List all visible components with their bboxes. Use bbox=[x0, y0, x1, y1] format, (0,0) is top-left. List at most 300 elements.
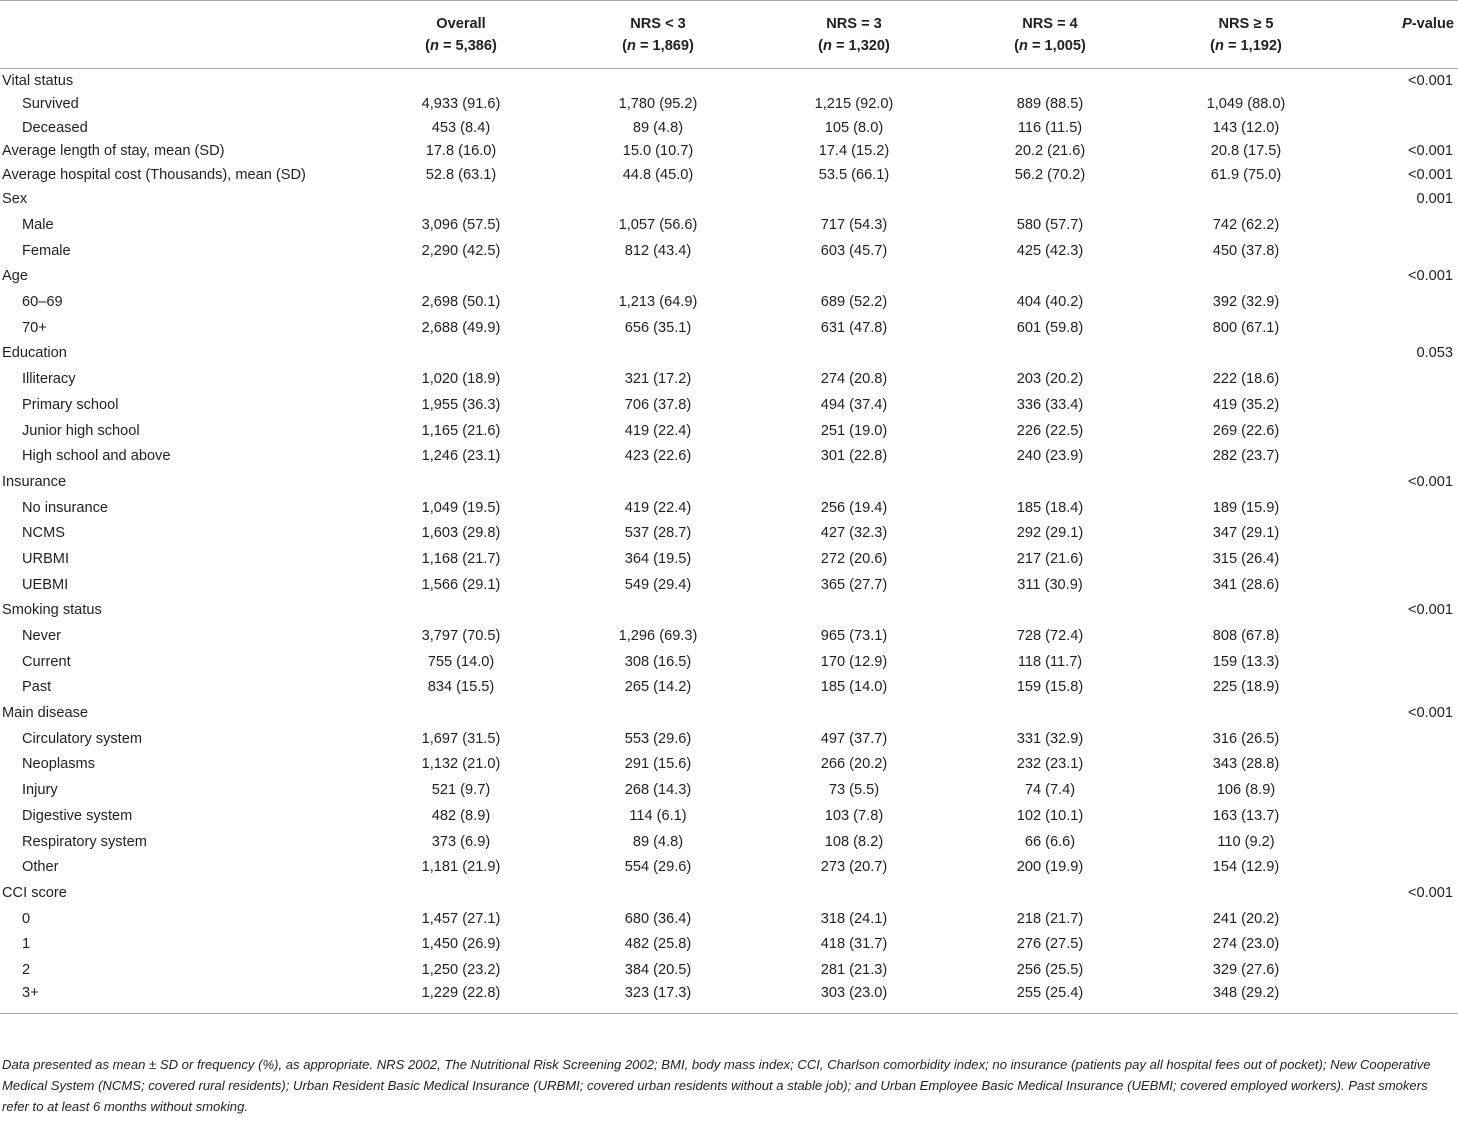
cell-nrs-lt-3: 114 (6.1) bbox=[629, 807, 687, 824]
cell-nrs-ge-5: 800 (67.1) bbox=[1212, 319, 1280, 336]
cell-nrs-lt-3 bbox=[560, 264, 756, 290]
cell-nrs-eq-4: 159 (15.8) bbox=[1016, 679, 1084, 696]
table-group-row bbox=[0, 341, 1458, 367]
cell-nrs-ge-5: 450 (37.8) bbox=[1212, 242, 1280, 259]
cell-nrs-eq-3: 272 (20.6) bbox=[820, 550, 888, 567]
cell-nrs-lt-3: 706 (37.8) bbox=[624, 396, 692, 413]
row-sublabel: Current bbox=[22, 653, 71, 670]
cell-overall: 1,457 (27.1) bbox=[421, 910, 501, 927]
row-sublabel: Primary school bbox=[22, 396, 119, 413]
cell-nrs-eq-4: 20.2 (21.6) bbox=[1014, 143, 1086, 160]
header-nrs-eq-3-n: (n = 1,320) bbox=[818, 38, 890, 54]
table-row bbox=[0, 931, 1458, 957]
cell-nrs-eq-3 bbox=[756, 264, 952, 290]
row-sublabel: 0 bbox=[22, 910, 31, 927]
cell-nrs-lt-3: 268 (14.3) bbox=[624, 782, 692, 799]
cell-nrs-ge-5 bbox=[1148, 598, 1344, 624]
cell-nrs-ge-5 bbox=[1148, 880, 1344, 906]
cell-p-value bbox=[1344, 675, 1458, 701]
cell-overall: 1,697 (31.5) bbox=[421, 730, 501, 747]
table-footnote: Data presented as mean ± SD or frequency (%), as appropriate. NRS 2002, The Nutritional Risk Screening 2002; BMI, body mass index; CCI, Charlson comorbidity index; no insurance (patients pay all hospital fees out of pocket); New Cooperative Medical System (NCMS; covered rural residents); Urban Resident Basic Medical Insurance (URBMI; covered urban residents without a stable job); and Urban Employee Basic Medical Insurance (UEBMI; covered employed workers). Past smokers refer to at least 6 months without smoking. bbox=[2, 1057, 1431, 1114]
cell-nrs-eq-3: 427 (32.3) bbox=[820, 525, 888, 542]
cell-nrs-eq-3: 494 (37.4) bbox=[820, 396, 888, 413]
table-row bbox=[0, 752, 1458, 778]
cell-nrs-eq-4 bbox=[952, 264, 1148, 290]
table-row bbox=[0, 957, 1458, 983]
row-sublabel: Deceased bbox=[22, 119, 88, 136]
cell-p-value bbox=[1344, 957, 1458, 983]
cell-nrs-ge-5: 241 (20.2) bbox=[1212, 910, 1280, 927]
cell-nrs-eq-3: 965 (73.1) bbox=[820, 628, 888, 645]
cell-overall: 52.8 (63.1) bbox=[425, 166, 497, 183]
cell-overall: 1,566 (29.1) bbox=[421, 576, 501, 593]
cell-nrs-eq-4 bbox=[952, 880, 1148, 906]
cell-p-value bbox=[1344, 931, 1458, 957]
row-group-label: Smoking status bbox=[2, 602, 102, 619]
cell-nrs-lt-3 bbox=[560, 469, 756, 495]
cell-p-value: <0.001 bbox=[1407, 884, 1453, 901]
cell-p-value bbox=[1344, 212, 1458, 238]
cell-nrs-ge-5: 1,049 (88.0) bbox=[1206, 96, 1286, 113]
cell-overall bbox=[362, 341, 560, 367]
row-group-label: Age bbox=[2, 268, 28, 285]
cell-p-value bbox=[1344, 315, 1458, 341]
cell-nrs-lt-3 bbox=[560, 598, 756, 624]
cell-nrs-ge-5: 222 (18.6) bbox=[1212, 371, 1280, 388]
row-group-label: Main disease bbox=[2, 705, 88, 722]
cell-overall bbox=[362, 69, 560, 93]
cell-p-value: <0.001 bbox=[1407, 268, 1453, 285]
cell-nrs-ge-5: 110 (9.2) bbox=[1217, 833, 1275, 850]
cell-p-value bbox=[1344, 829, 1458, 855]
row-sublabel: Neoplasms bbox=[22, 756, 95, 773]
cell-nrs-lt-3: 89 (4.8) bbox=[632, 833, 684, 850]
cell-nrs-eq-4: 217 (21.6) bbox=[1016, 550, 1084, 567]
cell-p-value bbox=[1344, 443, 1458, 469]
cell-nrs-eq-4: 118 (11.7) bbox=[1017, 653, 1083, 670]
cell-nrs-lt-3: 364 (19.5) bbox=[624, 550, 692, 567]
cell-nrs-eq-4: 116 (11.5) bbox=[1017, 119, 1083, 136]
cell-overall bbox=[362, 187, 560, 213]
row-sublabel: Injury bbox=[22, 782, 58, 799]
table-row bbox=[0, 93, 1458, 117]
cell-p-value: 0.001 bbox=[1416, 191, 1453, 208]
table-row bbox=[0, 392, 1458, 418]
cell-overall: 834 (15.5) bbox=[427, 679, 495, 696]
cell-nrs-ge-5: 392 (32.9) bbox=[1212, 294, 1280, 311]
cell-nrs-eq-3: 303 (23.0) bbox=[820, 984, 888, 1001]
header-nrs-ge-5-n: (n = 1,192) bbox=[1210, 38, 1282, 54]
row-sublabel: Respiratory system bbox=[22, 833, 147, 850]
table-row bbox=[0, 854, 1458, 880]
cell-nrs-lt-3: 291 (15.6) bbox=[624, 756, 692, 773]
row-sublabel: Never bbox=[22, 628, 61, 645]
row-group-label: Average length of stay, mean (SD) bbox=[2, 143, 225, 160]
cell-nrs-eq-4: 255 (25.4) bbox=[1016, 984, 1084, 1001]
cell-p-value: <0.001 bbox=[1407, 143, 1453, 160]
table-row bbox=[0, 520, 1458, 546]
cell-nrs-eq-3: 631 (47.8) bbox=[820, 319, 888, 336]
cell-nrs-lt-3 bbox=[560, 700, 756, 726]
cell-p-value bbox=[1344, 649, 1458, 675]
row-sublabel: Other bbox=[22, 859, 59, 876]
cell-nrs-ge-5: 341 (28.6) bbox=[1212, 576, 1280, 593]
cell-p-value bbox=[1344, 623, 1458, 649]
cell-nrs-eq-4: 425 (42.3) bbox=[1016, 242, 1084, 259]
cell-nrs-eq-3 bbox=[756, 341, 952, 367]
cell-p-value bbox=[1344, 289, 1458, 315]
cell-nrs-ge-5: 347 (29.1) bbox=[1212, 525, 1280, 542]
cell-nrs-eq-3 bbox=[756, 469, 952, 495]
table-row bbox=[0, 116, 1458, 140]
row-group-label: Vital status bbox=[2, 72, 74, 89]
table-row bbox=[0, 289, 1458, 315]
cell-p-value bbox=[1344, 366, 1458, 392]
cell-p-value: <0.001 bbox=[1407, 72, 1453, 89]
cell-nrs-eq-3: 273 (20.7) bbox=[820, 859, 888, 876]
cell-p-value: <0.001 bbox=[1407, 166, 1453, 183]
cell-nrs-ge-5: 189 (15.9) bbox=[1212, 499, 1280, 516]
cell-nrs-eq-4: 404 (40.2) bbox=[1016, 294, 1084, 311]
cell-nrs-ge-5 bbox=[1148, 264, 1344, 290]
cell-nrs-ge-5: 163 (13.7) bbox=[1212, 807, 1280, 824]
cell-nrs-ge-5 bbox=[1148, 341, 1344, 367]
cell-nrs-ge-5 bbox=[1148, 469, 1344, 495]
cell-nrs-ge-5: 154 (12.9) bbox=[1212, 859, 1280, 876]
cell-nrs-eq-3 bbox=[756, 69, 952, 93]
cell-nrs-lt-3: 321 (17.2) bbox=[624, 371, 692, 388]
cell-nrs-eq-3: 53.5 (66.1) bbox=[818, 166, 890, 183]
cell-nrs-lt-3: 1,296 (69.3) bbox=[618, 628, 698, 645]
table-row bbox=[0, 315, 1458, 341]
table-group-row bbox=[0, 140, 1458, 164]
cell-nrs-lt-3: 680 (36.4) bbox=[624, 910, 692, 927]
cell-overall: 1,229 (22.8) bbox=[421, 984, 501, 1001]
cell-overall: 1,049 (19.5) bbox=[421, 499, 501, 516]
row-sublabel: Survived bbox=[22, 96, 79, 113]
cell-nrs-ge-5: 106 (8.9) bbox=[1216, 782, 1276, 799]
cell-overall: 1,020 (18.9) bbox=[421, 371, 501, 388]
cell-nrs-lt-3: 812 (43.4) bbox=[624, 242, 692, 259]
cell-nrs-eq-3 bbox=[756, 880, 952, 906]
cell-nrs-lt-3: 384 (20.5) bbox=[624, 961, 692, 978]
table-row bbox=[0, 649, 1458, 675]
cell-overall: 2,290 (42.5) bbox=[421, 242, 501, 259]
cell-nrs-ge-5 bbox=[1148, 700, 1344, 726]
row-sublabel: URBMI bbox=[22, 550, 70, 567]
cell-p-value bbox=[1344, 854, 1458, 880]
cell-nrs-eq-4: 728 (72.4) bbox=[1016, 628, 1084, 645]
table-header bbox=[0, 1, 1458, 69]
cell-p-value bbox=[1344, 906, 1458, 932]
cell-overall: 1,246 (23.1) bbox=[421, 448, 501, 465]
cell-nrs-ge-5: 316 (26.5) bbox=[1212, 730, 1280, 747]
table-row bbox=[0, 546, 1458, 572]
row-sublabel: Illiteracy bbox=[22, 371, 76, 388]
cell-p-value bbox=[1344, 495, 1458, 521]
cell-nrs-lt-3 bbox=[560, 880, 756, 906]
cell-overall bbox=[362, 700, 560, 726]
cell-overall: 1,603 (29.8) bbox=[421, 525, 501, 542]
cell-nrs-lt-3: 1,057 (56.6) bbox=[618, 217, 698, 234]
cell-nrs-lt-3: 482 (25.8) bbox=[624, 936, 692, 953]
cell-p-value bbox=[1344, 93, 1458, 117]
cell-p-value bbox=[1344, 116, 1458, 140]
header-label-column bbox=[0, 1, 362, 69]
row-group-label: CCI score bbox=[2, 884, 67, 901]
cell-nrs-eq-4: 218 (21.7) bbox=[1016, 910, 1084, 927]
cell-nrs-eq-4 bbox=[952, 341, 1148, 367]
cell-p-value bbox=[1344, 777, 1458, 803]
cell-nrs-eq-3: 256 (19.4) bbox=[820, 499, 888, 516]
table-row bbox=[0, 495, 1458, 521]
cell-nrs-lt-3: 656 (35.1) bbox=[624, 319, 692, 336]
row-sublabel: Past bbox=[22, 679, 52, 696]
cell-nrs-eq-3: 689 (52.2) bbox=[820, 294, 888, 311]
cell-nrs-eq-4 bbox=[952, 69, 1148, 93]
cell-nrs-eq-3: 497 (37.7) bbox=[820, 730, 888, 747]
cell-nrs-eq-4: 200 (19.9) bbox=[1016, 859, 1084, 876]
cell-nrs-lt-3: 423 (22.6) bbox=[624, 448, 692, 465]
table-body bbox=[0, 69, 1458, 1014]
row-group-label: Insurance bbox=[2, 473, 67, 490]
header-overall-n: (n = 5,386) bbox=[425, 38, 497, 54]
table-row bbox=[0, 418, 1458, 444]
table-row bbox=[0, 983, 1458, 1014]
table-row bbox=[0, 212, 1458, 238]
table-row bbox=[0, 572, 1458, 598]
cell-nrs-lt-3: 15.0 (10.7) bbox=[622, 143, 694, 160]
cell-nrs-eq-4: 889 (88.5) bbox=[1016, 96, 1084, 113]
cell-nrs-eq-4: 102 (10.1) bbox=[1016, 807, 1084, 824]
row-sublabel: NCMS bbox=[22, 525, 65, 542]
cell-nrs-eq-4: 336 (33.4) bbox=[1016, 396, 1084, 413]
cell-nrs-eq-4: 226 (22.5) bbox=[1016, 422, 1084, 439]
header-nrs-ge-5: NRS ≥ 5 (n = 1,192) bbox=[1148, 1, 1344, 69]
cell-nrs-eq-3: 717 (54.3) bbox=[820, 217, 888, 234]
cell-overall bbox=[362, 264, 560, 290]
table-row bbox=[0, 777, 1458, 803]
cell-nrs-ge-5: 143 (12.0) bbox=[1212, 119, 1280, 136]
table-row bbox=[0, 238, 1458, 264]
cell-overall bbox=[362, 469, 560, 495]
cell-nrs-eq-4 bbox=[952, 700, 1148, 726]
header-row bbox=[0, 1, 1458, 69]
cell-nrs-eq-3 bbox=[756, 598, 952, 624]
table-row bbox=[0, 623, 1458, 649]
cell-p-value: 0.053 bbox=[1416, 345, 1453, 362]
cell-nrs-ge-5 bbox=[1148, 69, 1344, 93]
cell-nrs-ge-5: 20.8 (17.5) bbox=[1210, 143, 1282, 160]
row-sublabel: Junior high school bbox=[22, 422, 140, 439]
cell-overall: 521 (9.7) bbox=[431, 782, 491, 799]
row-sublabel: 3+ bbox=[22, 984, 39, 1001]
row-sublabel: Circulatory system bbox=[22, 730, 143, 747]
row-sublabel: Male bbox=[22, 217, 54, 234]
cell-nrs-eq-4 bbox=[952, 469, 1148, 495]
cell-nrs-eq-4: 580 (57.7) bbox=[1016, 217, 1084, 234]
cell-nrs-ge-5: 61.9 (75.0) bbox=[1210, 166, 1282, 183]
cell-nrs-eq-3 bbox=[756, 700, 952, 726]
table-group-row bbox=[0, 163, 1458, 187]
cell-nrs-eq-4: 232 (23.1) bbox=[1016, 756, 1084, 773]
cell-nrs-eq-3 bbox=[756, 187, 952, 213]
cell-overall bbox=[362, 598, 560, 624]
header-nrs-lt-3-n: (n = 1,869) bbox=[622, 38, 694, 54]
table-group-row bbox=[0, 880, 1458, 906]
cell-nrs-eq-3: 418 (31.7) bbox=[820, 936, 888, 953]
header-nrs-eq-4: NRS = 4 (n = 1,005) bbox=[952, 1, 1148, 69]
cell-p-value bbox=[1344, 238, 1458, 264]
cell-nrs-ge-5: 282 (23.7) bbox=[1212, 448, 1280, 465]
cell-p-value bbox=[1344, 803, 1458, 829]
table-row bbox=[0, 366, 1458, 392]
cell-p-value: <0.001 bbox=[1407, 602, 1453, 619]
cell-nrs-ge-5: 315 (26.4) bbox=[1212, 550, 1280, 567]
cell-overall: 1,955 (36.3) bbox=[421, 396, 501, 413]
row-sublabel: High school and above bbox=[22, 448, 171, 465]
cell-nrs-ge-5: 274 (23.0) bbox=[1212, 936, 1280, 953]
cell-nrs-eq-3: 105 (8.0) bbox=[824, 119, 884, 136]
cell-overall bbox=[362, 880, 560, 906]
cell-nrs-lt-3 bbox=[560, 69, 756, 93]
cell-nrs-lt-3: 1,780 (95.2) bbox=[618, 96, 698, 113]
table-row bbox=[0, 675, 1458, 701]
table-row bbox=[0, 906, 1458, 932]
cell-overall: 1,181 (21.9) bbox=[421, 859, 501, 876]
cell-nrs-eq-4: 66 (6.6) bbox=[1024, 833, 1076, 850]
cell-nrs-ge-5: 343 (28.8) bbox=[1212, 756, 1280, 773]
cell-nrs-eq-3: 1,215 (92.0) bbox=[814, 96, 894, 113]
cell-overall: 755 (14.0) bbox=[427, 653, 495, 670]
row-group-label: Sex bbox=[2, 191, 28, 208]
cell-overall: 2,698 (50.1) bbox=[421, 294, 501, 311]
header-nrs-eq-4-n: (n = 1,005) bbox=[1014, 38, 1086, 54]
row-sublabel: Female bbox=[22, 242, 71, 259]
cell-nrs-eq-3: 185 (14.0) bbox=[820, 679, 888, 696]
cell-nrs-eq-3: 301 (22.8) bbox=[820, 448, 888, 465]
cell-nrs-ge-5 bbox=[1148, 187, 1344, 213]
table-group-row bbox=[0, 469, 1458, 495]
row-sublabel: 60–69 bbox=[22, 294, 63, 311]
cell-p-value bbox=[1344, 546, 1458, 572]
cell-nrs-lt-3: 537 (28.7) bbox=[624, 525, 692, 542]
cell-overall: 482 (8.9) bbox=[431, 807, 491, 824]
cell-p-value bbox=[1344, 983, 1458, 1014]
cell-nrs-eq-4: 203 (20.2) bbox=[1016, 371, 1084, 388]
cell-nrs-ge-5: 808 (67.8) bbox=[1212, 628, 1280, 645]
cell-nrs-lt-3: 323 (17.3) bbox=[624, 984, 692, 1001]
cell-nrs-eq-4: 311 (30.9) bbox=[1017, 576, 1083, 593]
cell-nrs-eq-4: 56.2 (70.2) bbox=[1014, 166, 1086, 183]
row-sublabel: No insurance bbox=[22, 499, 108, 516]
cell-nrs-eq-4: 74 (7.4) bbox=[1024, 782, 1076, 799]
cell-nrs-eq-4: 185 (18.4) bbox=[1016, 499, 1084, 516]
header-nrs-lt-3: NRS < 3 (n = 1,869) bbox=[560, 1, 756, 69]
cell-overall: 4,933 (91.6) bbox=[421, 96, 501, 113]
table-row bbox=[0, 829, 1458, 855]
row-sublabel: Digestive system bbox=[22, 807, 133, 824]
cell-nrs-eq-4: 276 (27.5) bbox=[1016, 936, 1084, 953]
cell-overall: 1,250 (23.2) bbox=[421, 961, 501, 978]
row-sublabel: 2 bbox=[22, 961, 31, 978]
table-group-row bbox=[0, 264, 1458, 290]
cell-overall: 2,688 (49.9) bbox=[421, 319, 501, 336]
cell-nrs-eq-3: 318 (24.1) bbox=[820, 910, 888, 927]
cell-nrs-lt-3: 308 (16.5) bbox=[624, 653, 692, 670]
cell-nrs-eq-3: 266 (20.2) bbox=[820, 756, 888, 773]
row-group-label: Education bbox=[2, 345, 67, 362]
table-group-row bbox=[0, 187, 1458, 213]
cell-nrs-lt-3: 549 (29.4) bbox=[624, 576, 692, 593]
cell-p-value bbox=[1344, 392, 1458, 418]
table-group-row bbox=[0, 598, 1458, 624]
cell-nrs-lt-3: 44.8 (45.0) bbox=[622, 166, 694, 183]
cell-nrs-lt-3: 89 (4.8) bbox=[632, 119, 684, 136]
table-row bbox=[0, 803, 1458, 829]
cell-nrs-eq-3: 365 (27.7) bbox=[820, 576, 888, 593]
cell-p-value bbox=[1344, 572, 1458, 598]
table-row bbox=[0, 443, 1458, 469]
cell-nrs-lt-3: 554 (29.6) bbox=[624, 859, 692, 876]
row-sublabel: 1 bbox=[22, 936, 31, 953]
cell-nrs-ge-5: 159 (13.3) bbox=[1212, 653, 1280, 670]
cell-p-value: <0.001 bbox=[1407, 705, 1453, 722]
cell-overall: 17.8 (16.0) bbox=[425, 143, 497, 160]
table-row bbox=[0, 726, 1458, 752]
cell-nrs-ge-5: 269 (22.6) bbox=[1212, 422, 1280, 439]
cell-p-value bbox=[1344, 726, 1458, 752]
cell-overall: 3,797 (70.5) bbox=[421, 628, 501, 645]
cell-overall: 1,132 (21.0) bbox=[421, 756, 501, 773]
cell-p-value bbox=[1344, 520, 1458, 546]
row-sublabel: 70+ bbox=[22, 319, 47, 336]
cell-overall: 1,168 (21.7) bbox=[421, 550, 501, 567]
cell-nrs-eq-4 bbox=[952, 187, 1148, 213]
cell-nrs-lt-3: 419 (22.4) bbox=[624, 422, 692, 439]
cell-nrs-eq-3: 251 (19.0) bbox=[820, 422, 888, 439]
row-sublabel: UEBMI bbox=[22, 576, 69, 593]
cell-nrs-eq-4: 292 (29.1) bbox=[1016, 525, 1084, 542]
cell-nrs-ge-5: 225 (18.9) bbox=[1212, 679, 1280, 696]
cell-nrs-lt-3: 419 (22.4) bbox=[624, 499, 692, 516]
header-nrs-eq-3: NRS = 3 (n = 1,320) bbox=[756, 1, 952, 69]
cell-p-value bbox=[1344, 418, 1458, 444]
cell-nrs-eq-3: 281 (21.3) bbox=[820, 961, 888, 978]
cell-nrs-eq-3: 17.4 (15.2) bbox=[818, 143, 890, 160]
cell-nrs-eq-4: 240 (23.9) bbox=[1016, 448, 1084, 465]
cell-nrs-lt-3: 553 (29.6) bbox=[624, 730, 692, 747]
cell-nrs-lt-3: 1,213 (64.9) bbox=[618, 294, 698, 311]
cell-nrs-eq-3: 103 (7.8) bbox=[824, 807, 884, 824]
cell-overall: 1,450 (26.9) bbox=[421, 936, 501, 953]
cell-nrs-eq-4 bbox=[952, 598, 1148, 624]
table-group-row bbox=[0, 69, 1458, 93]
cell-p-value: <0.001 bbox=[1407, 473, 1453, 490]
cell-nrs-eq-3: 73 (5.5) bbox=[828, 782, 880, 799]
cell-nrs-lt-3 bbox=[560, 341, 756, 367]
header-overall: Overall (n = 5,386) bbox=[362, 1, 560, 69]
cell-p-value bbox=[1344, 752, 1458, 778]
cell-nrs-ge-5: 348 (29.2) bbox=[1212, 984, 1280, 1001]
cell-nrs-lt-3: 265 (14.2) bbox=[624, 679, 692, 696]
cell-nrs-eq-3: 274 (20.8) bbox=[820, 371, 888, 388]
table-group-row bbox=[0, 700, 1458, 726]
cell-nrs-eq-3: 170 (12.9) bbox=[820, 653, 888, 670]
cell-overall: 453 (8.4) bbox=[431, 119, 491, 136]
cell-nrs-eq-4: 601 (59.8) bbox=[1016, 319, 1084, 336]
row-group-label: Average hospital cost (Thousands), mean (SD) bbox=[2, 166, 306, 183]
